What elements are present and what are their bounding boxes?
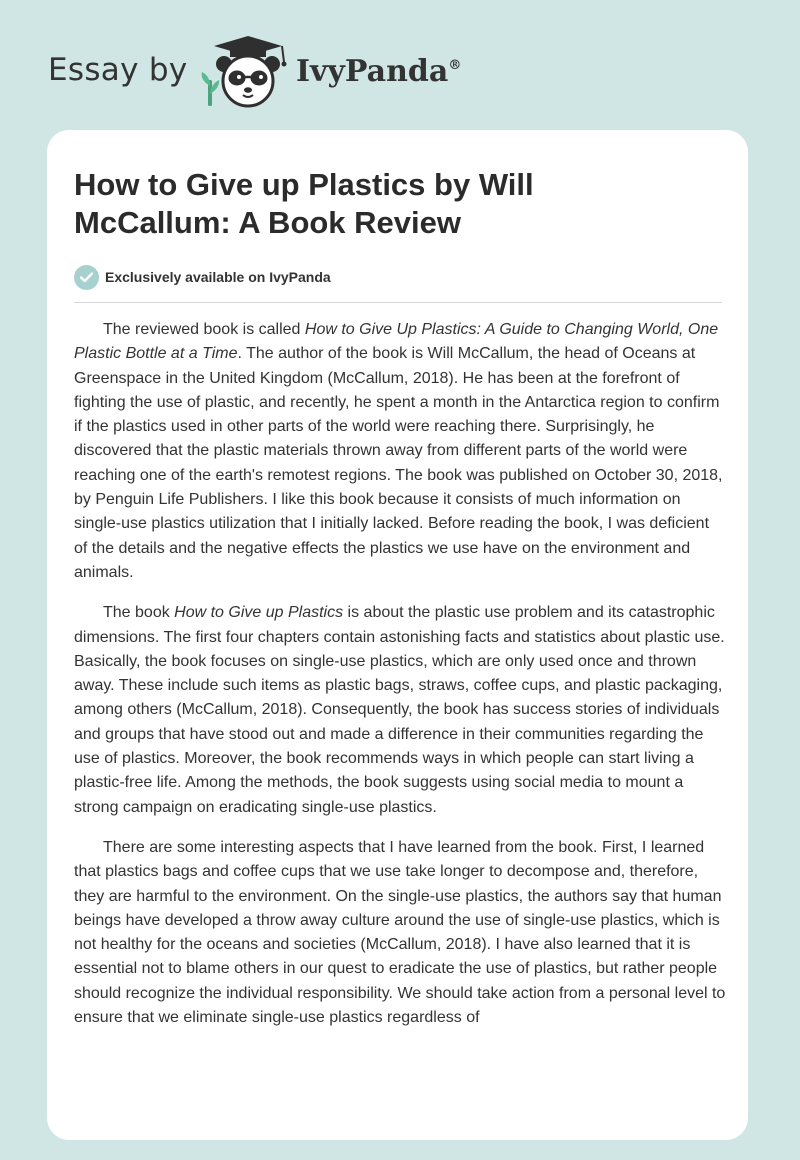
article-body — [74, 318, 726, 1046]
brand-name — [296, 52, 461, 92]
book-title-italic: How to Give up Plastics — [174, 604, 344, 622]
registered-mark: ® — [448, 58, 462, 73]
brand-prefix: Essay by — [48, 52, 188, 88]
paragraph-3: There are some interesting aspects that I have learned from the book. First, I learned that plastics bags and coffee cups that we use take longer to decompose and, therefore, they are harmful to the environment. On the single-use plastics, the authors say that human beings have developed a throw away culture around the use of single-use plastics, which is not healthy for the oceans and societies (McCallum, 2018). I have also learned that it is essential not to blame others in our quest to eradicate the use of plastics, but rather people should recognize the individual responsibility. We should take action from a personal level to ensure that we eliminate single-use plastics regardless of — [74, 838, 726, 1027]
panda-graduate-logo-icon[interactable] — [200, 36, 296, 108]
paragraph-2 — [74, 601, 726, 820]
site-header — [0, 0, 800, 130]
paragraph-1-text-a: The reviewed book is called — [103, 321, 305, 338]
book-title-italic: How to Give Up Plastics: A Guide to Changing World, One Plastic Bottle at a Time — [74, 321, 719, 363]
paragraph-1 — [74, 318, 726, 585]
check-icon — [74, 265, 99, 290]
paragraph-2-text-a: The book — [103, 604, 175, 622]
page-title: How to Give up Plastics by Will McCallum: A Book Review — [74, 167, 534, 240]
badge-text: Exclusively available on IvyPanda — [105, 269, 331, 285]
divider — [74, 302, 722, 303]
exclusive-badge — [74, 264, 331, 290]
article-card — [47, 130, 748, 1140]
paragraph-2-text-b: is about the plastic use problem and its catastrophic dimensions. The first four chapters contain astonishing facts and statistics about plastic use. Basically, the book focuses on single-use plastics, which are only used once and thrown away. These include such items as plastic bags, straws, coffee cups, and plastic packaging, among others (McCallum, 2018). Consequently, the book has success stories of individuals and groups that have stood out and made a difference in their communities regarding the use of plastics. Moreover, the book recommends ways in which people can start living a plastic-free life. Among the methods, the book suggests using social media to mount a strong campaign on eradicating single-use plastics. — [74, 604, 725, 816]
brand-name-text: IvyPanda — [296, 54, 449, 89]
paragraph-1-text-b: . The author of the book is Will McCallum, the head of Oceans at Greenspace in the United Kingdom (McCallum, 2018). He has been at the forefront of fighting the use of plastic, and recently, he spent a month in the Antarctica region to confirm if the plastics used in other parts of the world were reaching there. Surprisingly, he discovered that the plastic materials thrown away from different parts of the world were reaching one of the earth's remotest regions. The book was published on October 30, 2018, by Penguin Life Publishers. I like this book because it consists of much information on single-use plastics utilization that I initially lacked. Before reading the book, I was deficient of the details and the negative effects the plastics we use have on the environment and animals. — [74, 345, 723, 581]
